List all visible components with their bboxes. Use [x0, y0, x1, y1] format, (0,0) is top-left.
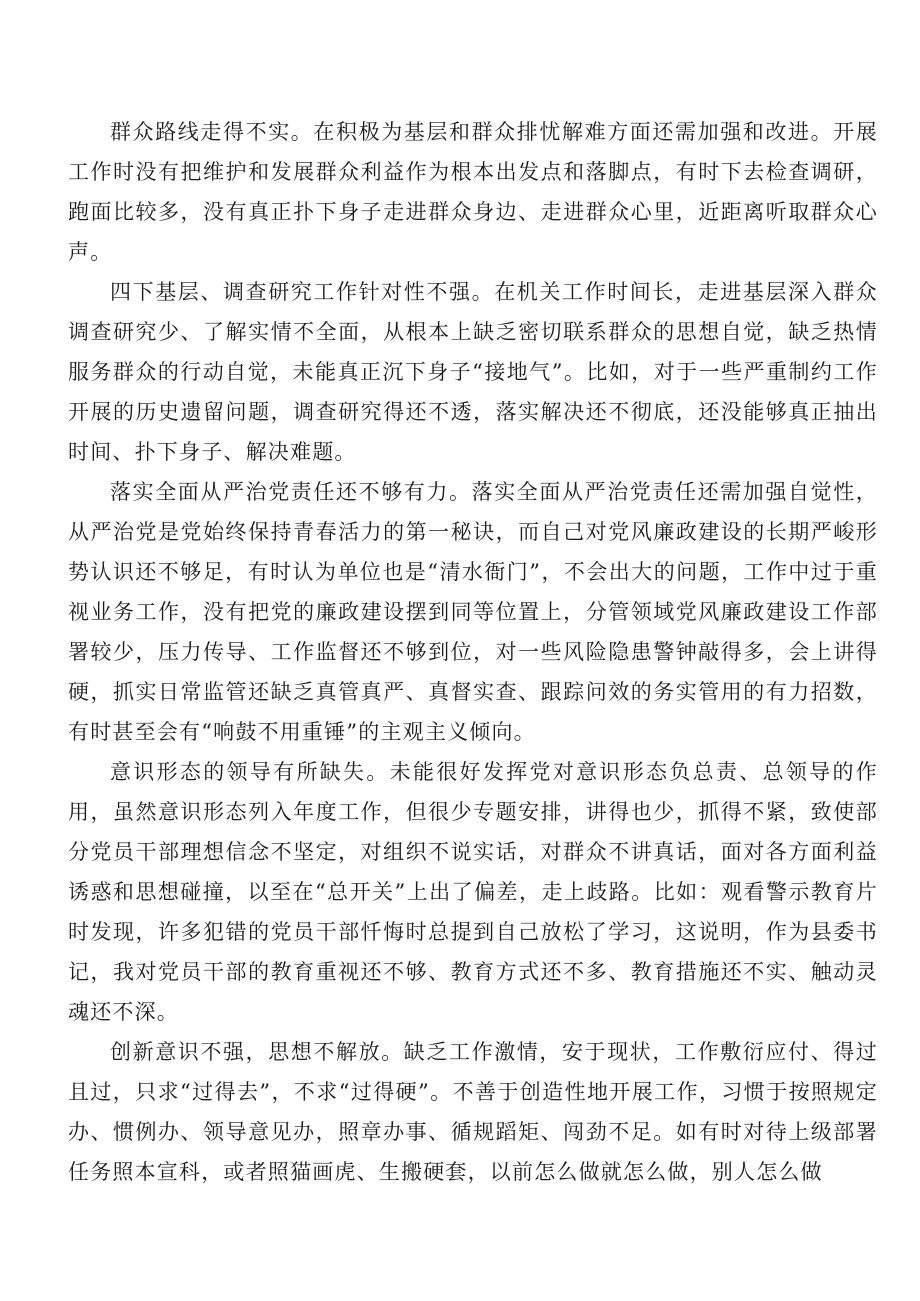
paragraph-ideology-leadership: 意识形态的领导有所缺失。未能很好发挥党对意识形态负总责、总领导的作用，虽然意识形态列入年度工作，但很少专题安排，讲得也少，抓得不紧，致使部分党员干部理想信念不坚定，对组织不说实话，对群众不讲真话，面对各方面利益诱惑和思想碰撞，以至在“总开关”上出了偏差，走上歧路。比如：观看警示教育片时发现，许多犯错的党员干部忏悔时总提到自己放松了学习，这说明，作为县委书记，我对党员干部的教育重视还不够、教育方式还不多、教育措施还不实、触动灵魂还不深。: [68, 760, 878, 1024]
paragraph-party-discipline: 落实全面从严治党责任还不够有力。落实全面从严治党责任还需加强自觉性，从严治党是党始终保持青春活力的第一秘诀，而自己对党风廉政建设的长期严峻形势认识还不够足，有时认为单位也是“清水衙门”，不会出大的问题，工作中过于重视业务工作，没有把党的廉政建设摆到同等位置上，分管领域党风廉政建设工作部署较少，压力传导、工作监督还不够到位，对一些风险隐患警钟敲得多，会上讲得硬，抓实日常监管还缺乏真管真严、真督实查、跟踪问效的务实管用的有力招数，有时甚至会有“响鼓不用重锤”的主观主义倾向。: [68, 480, 878, 744]
paragraph-mass-line: 群众路线走得不实。在积极为基层和群众排忧解难方面还需加强和改进。开展工作时没有把维护和发展群众利益作为根本出发点和落脚点，有时下去检查调研，跑面比较多，没有真正扑下身子走进群众身边、走进群众心里，近距离听取群众心声。: [68, 120, 878, 264]
paragraph-innovation-awareness: 创新意识不强，思想不解放。缺乏工作激情，安于现状，工作敷衍应付、得过且过，只求“过得去”，不求“过得硬”。不善于创造性地开展工作，习惯于按照规定办、惯例办、领导意见办，照章办事、循规蹈矩、闯劲不足。如有时对待上级部署任务照本宣科，或者照猫画虎、生搬硬套，以前怎么做就怎么做，别人怎么做: [68, 1040, 878, 1184]
paragraph-grassroots-research: 四下基层、调查研究工作针对性不强。在机关工作时间长，走进基层深入群众调查研究少、了解实情不全面，从根本上缺乏密切联系群众的思想自觉，缺乏热情服务群众的行动自觉，未能真正沉下身子“接地气”。比如，对于一些严重制约工作开展的历史遗留问题，调查研究得还不透，落实解决还不彻底，还没能够真正抽出时间、扑下身子、解决难题。: [68, 280, 878, 464]
document-body: [68, 112, 878, 1192]
